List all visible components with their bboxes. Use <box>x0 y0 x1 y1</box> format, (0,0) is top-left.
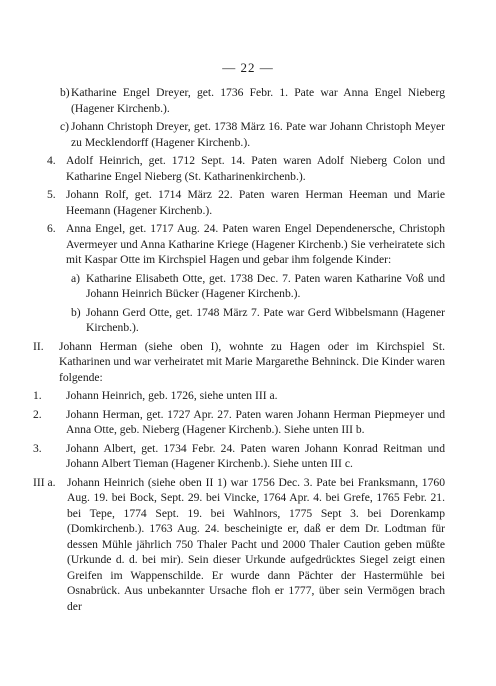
page-number: — 22 — <box>222 60 274 75</box>
list-item <box>33 407 445 438</box>
list-item <box>33 388 445 404</box>
item-label: 5. <box>47 188 56 201</box>
list-item <box>33 119 445 150</box>
item-text: Katharine Engel Dreyer, get. 1736 Febr. 1. Pate war Anna Engel Nieberg (Hagener Kirchenb.). <box>71 86 445 115</box>
item-text: Anna Engel, get. 1717 Aug. 24. Paten waren Engel Dependenersche, Christoph Avermeyer und Anna Katharine Kriege (Hagener Kirchenb.) Sie verheiratete sich mit Kaspar Otte im Kirchspiel Hagen und gebar ihm folgende Kinder: <box>66 222 445 266</box>
item-label: 1. <box>33 389 42 402</box>
list-item <box>33 85 445 116</box>
list-item <box>33 187 445 218</box>
item-label: 6. <box>47 222 56 235</box>
list-item <box>33 221 445 268</box>
item-text: Johann Rolf, get. 1714 März 22. Paten waren Herman Heeman und Marie Heemann (Hagener Kirchenb.). <box>66 188 445 217</box>
section-text: Johann Herman (siehe oben I), wohnte zu Hagen oder im Kirchspiel St. Katharinen und war verheiratet mit Marie Margarethe Behninck. Die Kinder waren folgende: <box>59 339 445 384</box>
section-text: Johann Heinrich (siehe oben II 1) war 1756 Dec. 3. Pate bei Franksmann, 1760 Aug. 19. bei Bock, Sept. 29. bei Vincke, 1764 Apr. 4. bei Grefe, 1765 Febr. 21. bei Tepe, 1774 Sept. 19. bei Wahlnors, 1775 Sept 3. bei Dorenkamp (Domkirchenb.). 1763 Aug. 24. bescheinigte er, daß er dem Dr. Lodtman für dessen Mühle jährlich 750 Thaler Pacht und 2000 Thaler Caution geben müßte (Urkunde d. d. bei mir). Sein dieser Urkunde aufgedrücktes Siegel zeigt einen Greifen im Wappenschilde. Er wurde dann Pächter der Hastermühle bei Osnabrück. Aus unbekannter Ursache floh er 1777, über sein Vermögen brach der <box>67 475 445 613</box>
item-text: Johann Gerd Otte, get. 1748 März 7. Pate war Gerd Wibbelsmann (Hagener Kirchenb.). <box>86 305 445 334</box>
list-item <box>33 271 445 302</box>
section-label: II. <box>33 339 44 353</box>
item-text: Katharine Elisabeth Otte, get. 1738 Dec. 7. Paten waren Katharine Voß und Johann Heinrich Bücker (Hagener Kirchenb.). <box>86 271 445 300</box>
item-label: b) <box>71 305 81 319</box>
item-label: b) <box>60 86 70 99</box>
section-label: III a. <box>33 475 56 489</box>
list-item <box>33 305 445 336</box>
section-paragraph <box>33 475 445 615</box>
item-text: Johann Albert, get. 1734 Febr. 24. Paten waren Johann Konrad Reitman und Johann Albert Tieman (Hagener Kirchenb.). Siehe unten III c. <box>66 441 445 470</box>
item-label: 2. <box>33 407 42 421</box>
item-label: 4. <box>47 154 56 167</box>
list-item <box>33 441 445 472</box>
item-text: Adolf Heinrich, get. 1712 Sept. 14. Paten waren Adolf Nieberg Colon und Katharine Engel Nieberg (St. Katharinenkirchenb.). <box>66 154 445 183</box>
item-label: 3. <box>33 441 42 455</box>
section-paragraph <box>33 339 445 386</box>
list-item <box>33 153 445 184</box>
item-label: a) <box>71 271 81 285</box>
item-text: Johann Heinrich, geb. 1726, siehe unten III a. <box>66 389 278 402</box>
page-body <box>33 85 445 617</box>
item-label: c) <box>60 120 70 133</box>
item-text: Johann Herman, get. 1727 Apr. 27. Paten waren Johann Herman Piepmeyer und Anna Otte, geb. Nieberg (Hagener Kirchenb.). Siehe unten III b. <box>66 407 445 436</box>
item-text: Johann Christoph Dreyer, get. 1738 März 16. Pate war Johann Christoph Meyer zu Mecklendorff (Hagener Kirchenb.). <box>71 120 445 149</box>
